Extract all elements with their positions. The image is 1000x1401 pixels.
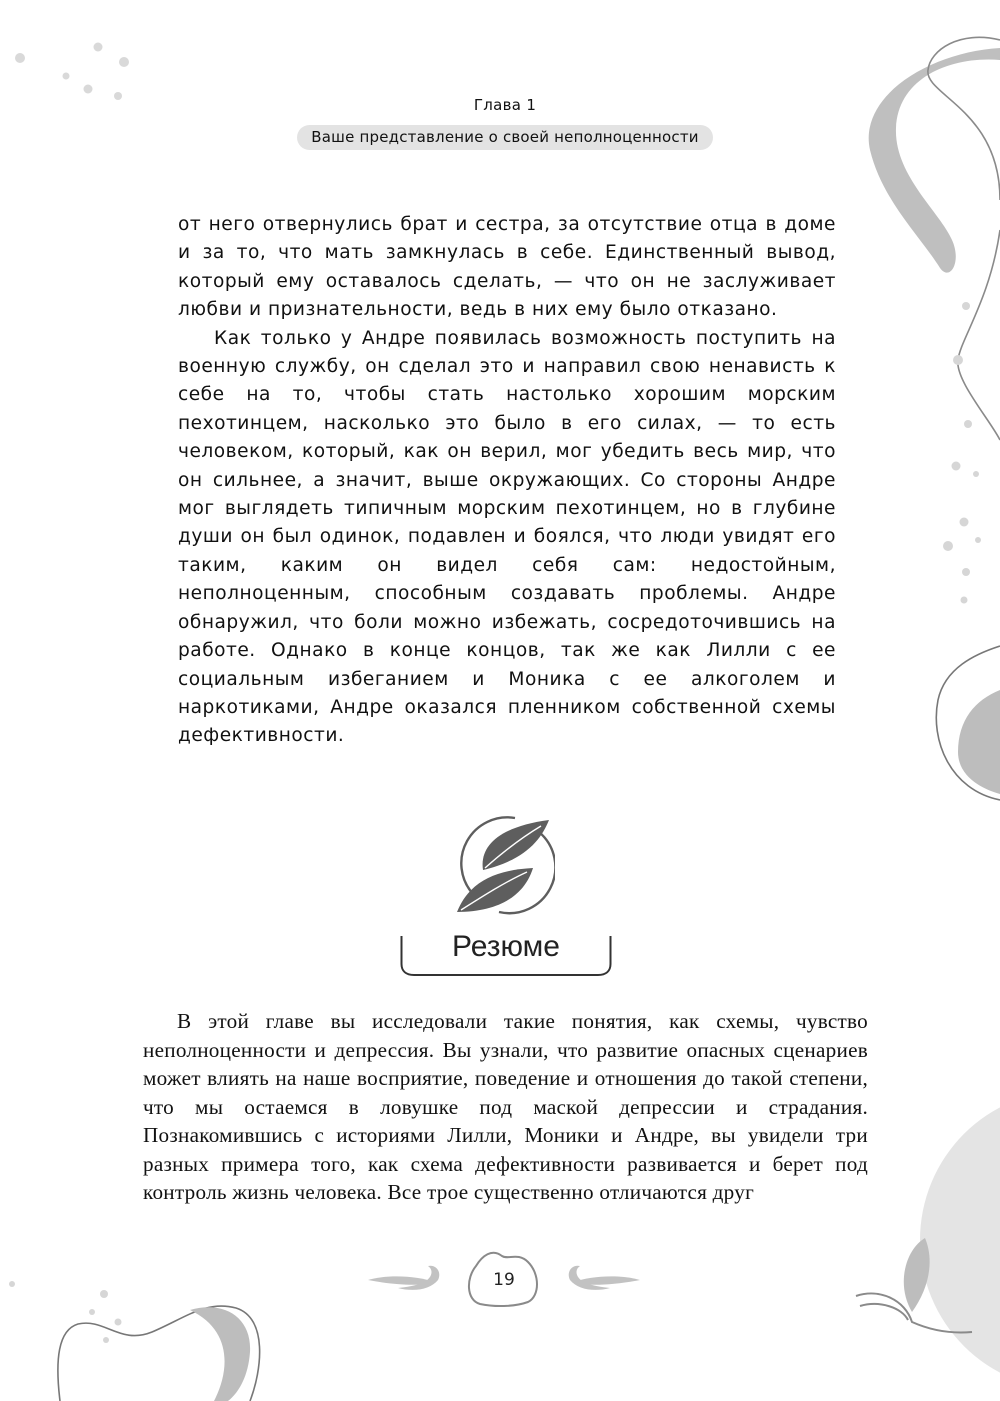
dots-bottom-left — [9, 1281, 122, 1343]
main-text — [178, 211, 836, 751]
body-paragraph: от него отвернулись брат и сестра, за отсутствие отца в доме и за то, что мать замкнулась в себе. Единственный вывод, который ему оставалось сделать, — что он не заслуживает любви и признательности, ведь в них ему было отказано. — [178, 214, 836, 321]
dots-right — [943, 302, 981, 604]
chapter-label: Глава 1 — [473, 96, 537, 114]
dots-top-left — [15, 43, 129, 101]
summary-paragraph: В этой главе вы исследовали такие понятия, как схемы, чувство неполноценности и депрессия. Вы узнали, что развитие опасных сценариев может влиять на наше восприятие, поведение и отношения до такой степени, что мы остаемся в ловушке под маской депрессии и страдания. Познакомившись с историями Лилли, Моники и Андре, вы увидели три разных примера того, как схема дефективности развивается и берет под контроль жизнь человека. Все трое существенно отличаются друг — [143, 1009, 868, 1204]
summary-title: Резюме — [452, 930, 560, 963]
page-number: 19 — [493, 1270, 515, 1290]
leaf-emblem-icon — [455, 812, 555, 916]
body-paragraph: Как только у Андре появилась возможность поступить на военную службу, он сделал это и направил свою ненависть к себе на то, чтобы стать настолько хорошим морским пехотинцем, насколько это было в его силах, — то есть человеком, который, как он верил, мог убедить весь мир, что он сильнее, а значит, выше окружающих. Со стороны Андре мог выглядеть типичным морским пехотинцем, но в глубине души он был одинок, подавлен и боялся, что люди увидят его таким, каким он видел себя сам: недостойным, неполноценным, способным создавать проблемы. Андре обнаружил, что боли можно избежать, сосредоточившись на работе. Однако в конце концов, так же как Лилли с ее социальным избеганием и Моника с ее алкоголем и наркотиками, Андре оказался пленником собственной схемы дефективности. — [178, 327, 836, 747]
summary-text — [143, 1007, 868, 1207]
right-heart-swoosh — [958, 690, 1000, 794]
page-footer — [368, 1244, 640, 1314]
summary-heading — [400, 930, 612, 978]
right-heart-outline — [936, 646, 1000, 800]
bottom-right-circle — [920, 1090, 1000, 1390]
running-head — [0, 96, 1000, 150]
chapter-title: Ваше представление о своей неполноценности — [297, 125, 712, 150]
right-swoosh — [869, 48, 1000, 273]
bird-leaf-icon — [856, 1238, 972, 1333]
bottom-left-outline — [58, 1306, 260, 1401]
bottom-left-swoosh — [190, 1307, 250, 1401]
